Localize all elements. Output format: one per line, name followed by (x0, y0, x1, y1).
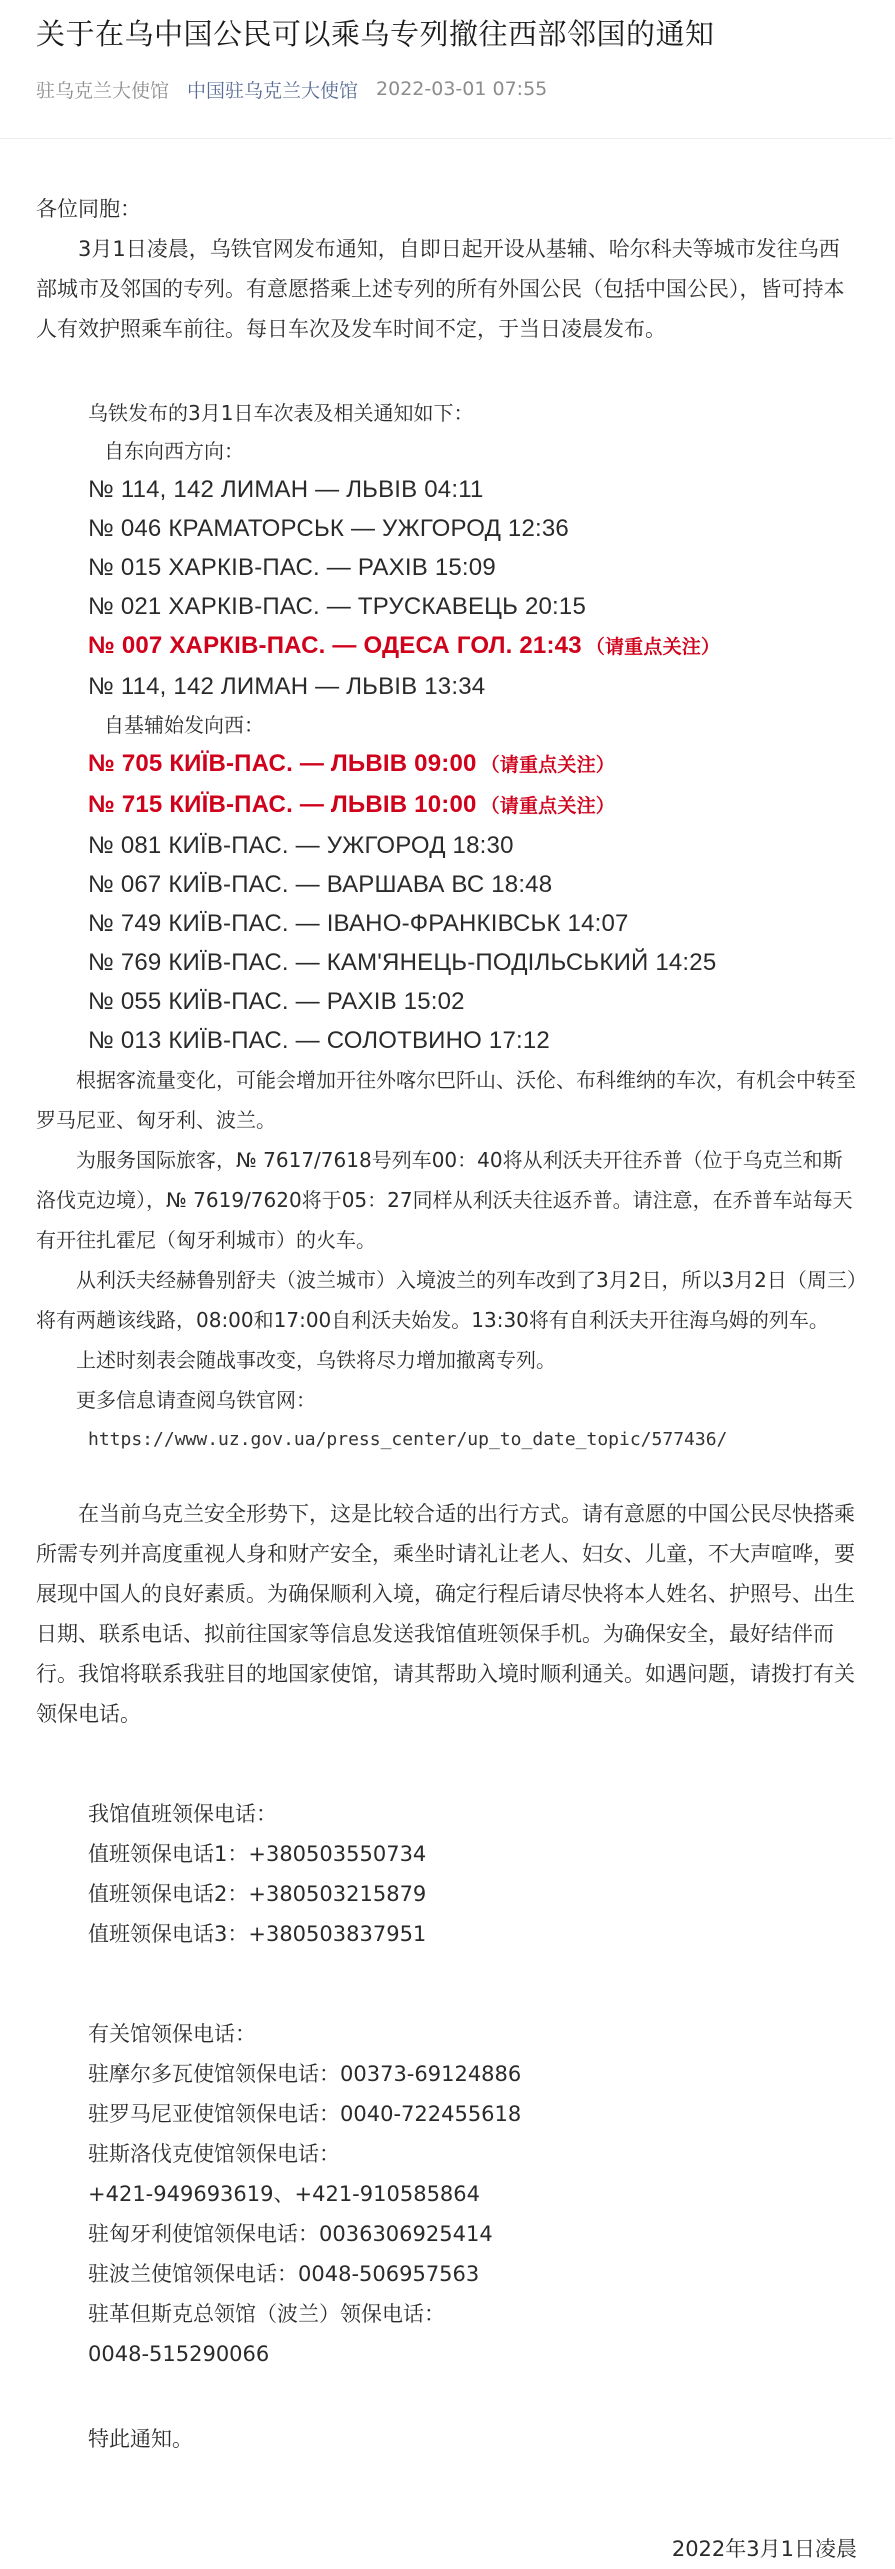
duty-phone-list (36, 1834, 857, 1954)
embassy-phone-line: 驻匈牙利使馆领保电话：0036306925414 (88, 2222, 493, 2246)
embassy-phone-line: +421-949693619、+421-910585864 (88, 2182, 481, 2206)
duty-phone-line: 值班领保电话3：+380503837951 (88, 1922, 427, 1946)
embassy-phone-line: 驻革但斯克总领馆（波兰）领保电话： (88, 2302, 445, 2326)
article-title: 关于在乌中国公民可以乘乌专列撤往西部邻国的通知 (36, 17, 715, 51)
train-row (36, 826, 857, 865)
train-row (36, 744, 857, 785)
train-row (36, 509, 857, 548)
train-row (36, 982, 857, 1021)
embassy-phone-line: 驻波兰使馆领保电话：0048-506957563 (88, 2262, 480, 2286)
intro-paragraph: 3月1日凌晨，乌铁官网发布通知，自即日起开设从基辅、哈尔科夫等城市发往乌西部城市及邻国的专列。有意愿搭乘上述专列的所有外国公民（包括中国公民），皆可持本人有效护照乘车前往。每日车次及发车时间不定，于当日凌晨发布。 (36, 237, 845, 341)
train-row (36, 470, 857, 509)
train-row (36, 548, 857, 587)
train-route: № 046 КРАМАТОРСЬК — УЖГОРОД 12:36 (88, 515, 569, 542)
train-row (36, 667, 857, 706)
embassy-phone-line: 驻摩尔多瓦使馆领保电话：00373-69124886 (88, 2062, 522, 2086)
note-schedule-change: 上述时刻表会随战事改变，乌铁将尽力增加撤离专列。 (76, 1348, 556, 1372)
note-international: 为服务国际旅客，№ 7617/7618号列车00：40将从利沃夫开往乔普（位于乌克兰和斯洛伐克边境），№ 7619/7620将于05：27同样从利沃夫往返乔普。请注意，在乔普车站每天有开往扎霍尼（匈牙利城市）的火车。 (36, 1148, 853, 1252)
duty-phone-line: 值班领保电话2：+380503215879 (88, 1882, 427, 1906)
train-route: № 081 КИЇВ-ПАС. — УЖГОРОД 18:30 (88, 832, 514, 859)
east-to-west-label: 自东向西方向： (104, 439, 244, 463)
train-route: № 013 КИЇВ-ПАС. — СОЛОТВИНО 17:12 (88, 1027, 550, 1054)
account-name: 驻乌克兰大使馆 (36, 79, 170, 102)
train-row (36, 587, 857, 626)
train-route: № 067 КИЇВ-ПАС. — ВАРШАВА ВС 18:48 (88, 871, 553, 898)
schedule-intro: 乌铁发布的3月1日车次表及相关通知如下： (88, 401, 474, 425)
duty-phones-title: 我馆值班领保电话： (88, 1802, 277, 1826)
article-page (0, 14, 895, 2569)
train-list-kyiv (36, 744, 857, 1060)
embassy-phone-line: 驻斯洛伐克使馆领保电话： (88, 2142, 340, 2166)
train-route: № 769 КИЇВ-ПАС. — КАМ'ЯНЕЦЬ-ПОДІЛЬСЬКИЙ 14:25 (88, 949, 717, 976)
advice-paragraph: 在当前乌克兰安全形势下，这是比较合适的出行方式。请有意愿的中国公民尽快搭乘所需专列并高度重视人身和财产安全，乘坐时请礼让老人、妇女、儿童，不大声喧哗，要展现中国人的良好素质。为确保顺利入境，确定行程后请尽快将本人姓名、护照号、出生日期、联系电话、拟前往国家等信息发送我馆值班领保手机。为确保安全，最好结伴而行。我馆将联系我驻目的地国家使馆，请其帮助入境时顺利通关。如遇问题，请拨打有关领保电话。 (36, 1502, 855, 1726)
other-phone-list (36, 2054, 857, 2374)
attention-note: （请重点关注） (585, 636, 721, 658)
train-row (36, 1021, 857, 1060)
duty-phone-line: 值班领保电话1：+380503550734 (88, 1842, 427, 1866)
train-route: № 007 ХАРКІВ-ПАС. — ОДЕСА ГОЛ. 21:43 (88, 632, 582, 659)
train-row (36, 943, 857, 982)
train-route: № 021 ХАРКІВ-ПАС. — ТРУСКАВЕЦЬ 20:15 (88, 593, 587, 620)
from-kyiv-label: 自基辅始发向西： (104, 713, 264, 737)
attention-note: （请重点关注） (480, 754, 615, 776)
train-route: № 114, 142 ЛИМАН — ЛЬВІВ 13:34 (88, 673, 486, 700)
article-body (36, 189, 857, 2569)
train-row (36, 865, 857, 904)
note-poland: 从利沃夫经赫鲁别舒夫（波兰城市）入境波兰的列车改到了3月2日，所以3月2日（周三）将有两趟该线路，08:00和17:00自利沃夫始发。13:30将有自利沃夫开往海乌姆的列车。 (36, 1268, 857, 1332)
train-route: № 705 КИЇВ-ПАС. — ЛЬВІВ 09:00 (88, 750, 477, 777)
train-row (36, 626, 857, 667)
uz-website-link[interactable]: https://www.uz.gov.ua/press_center/up_to_date_topic/577436/ (88, 1429, 728, 1450)
train-route: № 749 КИЇВ-ПАС. — ІВАНО-ФРАНКІВСЬК 14:07 (88, 910, 629, 937)
attention-note: （请重点关注） (480, 795, 615, 817)
article-meta (36, 76, 857, 102)
train-route: № 055 КИЇВ-ПАС. — РАХІВ 15:02 (88, 988, 465, 1015)
train-route: № 114, 142 ЛИМАН — ЛЬВІВ 04:11 (88, 476, 484, 503)
header-divider (0, 138, 893, 139)
publisher-link[interactable]: 中国驻乌克兰大使馆 (187, 79, 359, 102)
greeting: 各位同胞： (36, 197, 141, 221)
train-row (36, 785, 857, 826)
train-route: № 015 ХАРКІВ-ПАС. — РАХІВ 15:09 (88, 554, 496, 581)
publish-timestamp: 2022-03-01 07:55 (376, 78, 548, 100)
closing-line: 特此通知。 (88, 2427, 193, 2451)
embassy-phone-line: 驻罗马尼亚使馆领保电话：0040-722455618 (88, 2102, 522, 2126)
train-route: № 715 КИЇВ-ПАС. — ЛЬВІВ 10:00 (88, 791, 477, 818)
note-traffic: 根据客流量变化，可能会增加开往外喀尔巴阡山、沃伦、布科维纳的车次，有机会中转至罗马尼亚、匈牙利、波兰。 (36, 1068, 856, 1132)
other-phones-title: 有关馆领保电话： (88, 2022, 256, 2046)
train-row (36, 904, 857, 943)
more-info-label: 更多信息请查阅乌铁官网： (76, 1388, 316, 1412)
train-list-east (36, 470, 857, 706)
embassy-phone-line: 0048-515290066 (88, 2342, 270, 2366)
signoff-date: 2022年3月1日凌晨 (671, 2537, 857, 2561)
